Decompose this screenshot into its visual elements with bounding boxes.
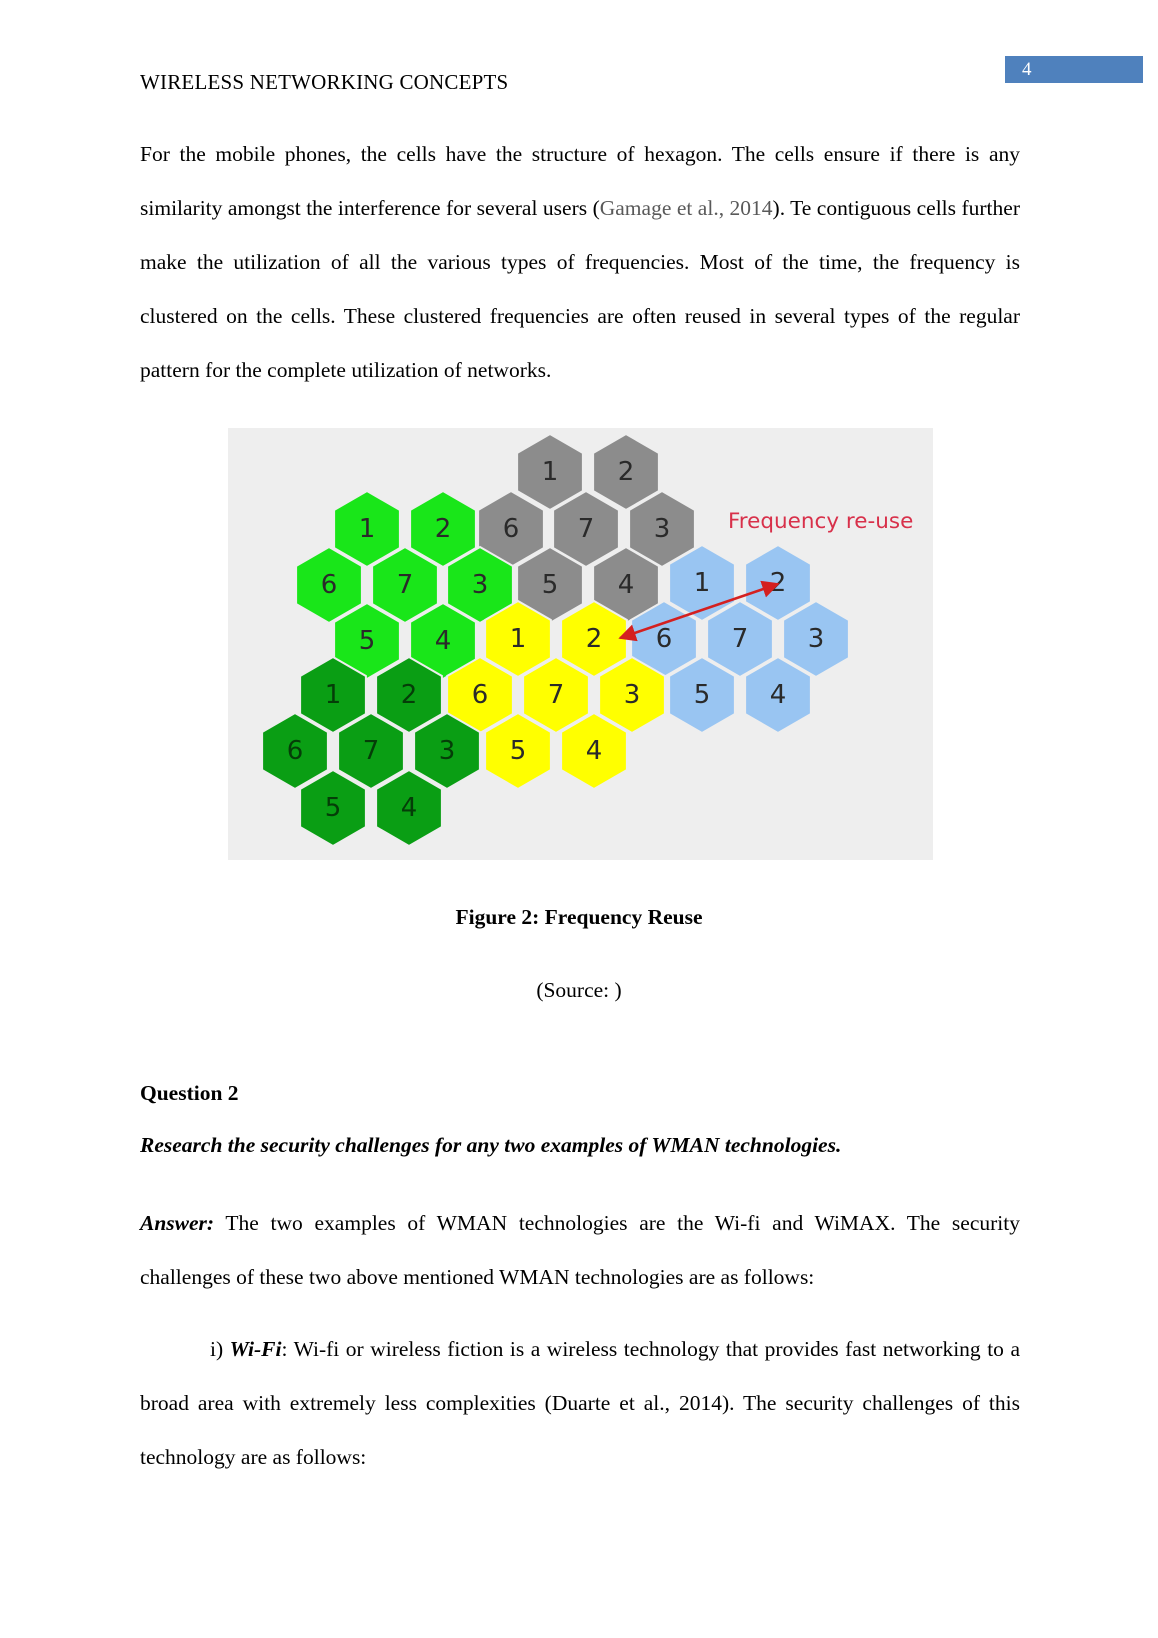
citation: Gamage et al., 2014 (599, 196, 773, 220)
wifi-paragraph (140, 1322, 1020, 1484)
yellow-cell-label: 4 (585, 736, 603, 766)
intro-paragraph (140, 127, 1020, 397)
gray-cell-label: 4 (617, 570, 635, 600)
frequency-reuse-label: Frequency re-use (728, 509, 914, 534)
gray-cell-label: 6 (502, 514, 520, 544)
wifi-text: : Wi-fi or wireless fiction is a wireless technology that provides fast networking to a broad area with extremely less complexities (Duarte et al., 2014). The security challenges of this technology are as follows: (140, 1337, 1020, 1469)
yellow-cell-label: 7 (547, 680, 565, 710)
light-green-cell-label: 5 (358, 626, 376, 656)
hexagon-diagram (228, 428, 933, 860)
light-blue-cell-label: 7 (731, 624, 749, 654)
light-green-cell-label: 1 (358, 514, 376, 544)
figure-source: (Source: ) (536, 978, 622, 1002)
light-blue-cell-label: 4 (769, 680, 787, 710)
gray-cell-label: 1 (541, 457, 559, 487)
gray-cell-label: 3 (653, 514, 671, 544)
dark-green-cell-label: 7 (362, 736, 380, 766)
light-blue-cell-label: 2 (769, 568, 787, 598)
page-number: 4 (1005, 56, 1143, 83)
dark-green-cell-label: 5 (324, 793, 342, 823)
light-green-cell-label: 7 (396, 570, 414, 600)
wifi-term: Wi-Fi (229, 1337, 282, 1361)
gray-cell-label: 5 (541, 570, 559, 600)
yellow-cell-label: 2 (585, 624, 603, 654)
dark-green-cell-label: 4 (400, 793, 418, 823)
frequency-reuse-figure (228, 428, 933, 860)
yellow-cell-label: 5 (509, 736, 527, 766)
figure-caption: Figure 2: Frequency Reuse (455, 905, 703, 929)
question-text: Research the security challenges for any two examples of WMAN technologies. (140, 1133, 842, 1157)
gray-cell-label: 2 (617, 457, 635, 487)
intro-text-2: ). Te contiguous cells further make the utilization of all the various types of frequencies. Most of the time, the frequency is clustered on the cells. These clustered frequencies are often reused in several types of the regular pattern for the complete utilization of networks. (140, 196, 1020, 382)
answer-label: Answer: (140, 1211, 215, 1235)
light-blue-cell-label: 1 (693, 568, 711, 598)
light-blue-cell-label: 6 (655, 624, 673, 654)
intro-text-1: For the mobile phones, the cells have the structure of hexagon. The cells ensure if there is any similarity amongst the interference for several users ( (140, 142, 1020, 220)
answer-paragraph (140, 1196, 1020, 1304)
light-green-cell-label: 6 (320, 570, 338, 600)
yellow-cell-label: 1 (509, 624, 527, 654)
question-heading: Question 2 (140, 1081, 239, 1105)
dark-green-cell-label: 3 (438, 736, 456, 766)
light-green-cell-label: 3 (471, 570, 489, 600)
light-blue-cell-label: 5 (693, 680, 711, 710)
list-marker: i) (210, 1337, 230, 1361)
light-green-cell-label: 4 (434, 626, 452, 656)
yellow-cell-label: 6 (471, 680, 489, 710)
dark-green-cell-label: 2 (400, 680, 418, 710)
yellow-cell-label: 3 (623, 680, 641, 710)
dark-green-cell-label: 1 (324, 680, 342, 710)
light-green-cell-label: 2 (434, 514, 452, 544)
light-blue-cell-label: 3 (807, 624, 825, 654)
gray-cell-label: 7 (577, 514, 595, 544)
answer-text: The two examples of WMAN technologies are the Wi-fi and WiMAX. The security challenges of these two above mentioned WMAN technologies are as follows: (140, 1211, 1020, 1289)
dark-green-cell-label: 6 (286, 736, 304, 766)
running-head: WIRELESS NETWORKING CONCEPTS (140, 70, 509, 94)
